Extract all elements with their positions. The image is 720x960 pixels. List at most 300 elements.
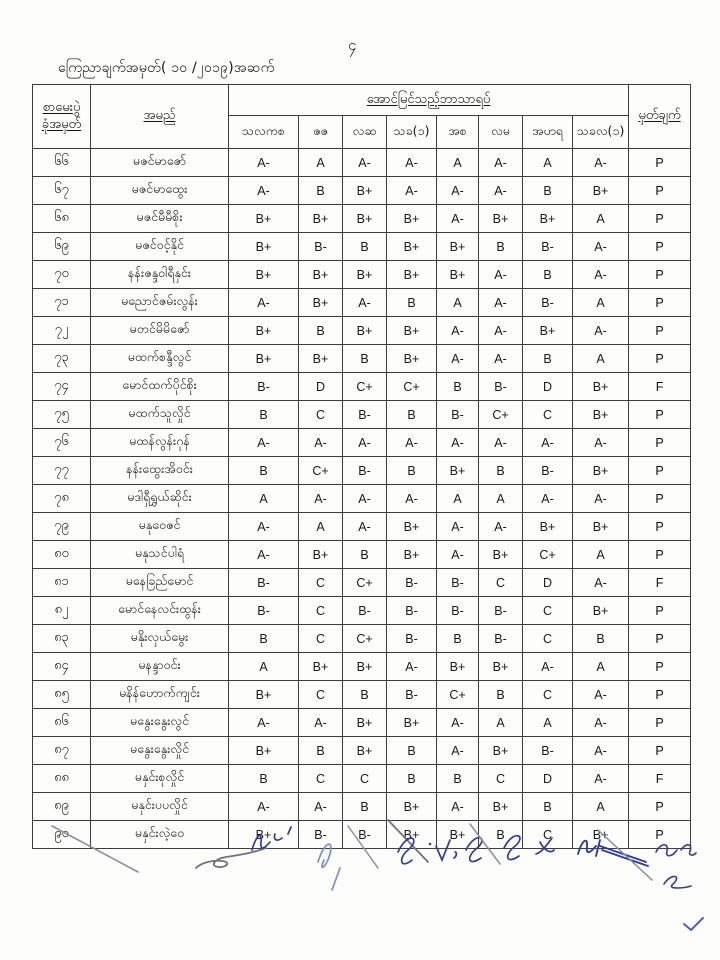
grade-cell: A-	[229, 709, 299, 737]
roll-number-cell: ၈၀	[33, 541, 91, 569]
grade-cell: B-	[437, 569, 479, 597]
remark-cell: P	[629, 653, 691, 681]
subject-code-header-0: သလကစ	[229, 116, 299, 149]
grade-cell: B	[343, 345, 387, 373]
grade-cell: B+	[437, 457, 479, 485]
remark-header: မှတ်ချက်	[629, 85, 691, 149]
grade-cell: C	[299, 765, 343, 793]
roll-number-cell: ၈၉	[33, 793, 91, 821]
student-name-cell: မနေခြည်မောင်	[91, 569, 229, 597]
roll-number-cell: ၇၃	[33, 345, 91, 373]
grade-cell: A-	[479, 289, 523, 317]
grade-cell: A-	[299, 709, 343, 737]
grade-cell: C+	[343, 625, 387, 653]
student-name-cell: မနှင်းပပလှိုင်	[91, 793, 229, 821]
grade-cell: B+	[387, 317, 437, 345]
grade-cell: A-	[573, 233, 629, 261]
grade-cell: A-	[573, 569, 629, 597]
grade-cell: B	[523, 793, 573, 821]
grade-cell: B	[479, 233, 523, 261]
grade-cell: A-	[573, 737, 629, 765]
grade-cell: B	[343, 233, 387, 261]
student-name-cell: မနန္ဒာဝင်း	[91, 653, 229, 681]
table-row	[33, 177, 691, 205]
grade-cell: B-	[387, 625, 437, 653]
remark-cell: F	[629, 373, 691, 401]
grade-cell: B+	[343, 317, 387, 345]
group-header-row	[33, 85, 691, 116]
grade-cell: A-	[523, 485, 573, 513]
subject-code-header-7: သခလ(၁)	[573, 116, 629, 149]
student-name-cell: မနိုးလှယ်မွေး	[91, 625, 229, 653]
table-row	[33, 681, 691, 709]
grade-cell: C	[479, 569, 523, 597]
roll-number-cell: ၇၁	[33, 289, 91, 317]
grade-cell: B-	[229, 597, 299, 625]
student-name-cell: မောင်ထက်ပိုင်စိုး	[91, 373, 229, 401]
name-header: အမည်	[91, 85, 229, 149]
grade-cell: B+	[523, 513, 573, 541]
grade-cell: D	[523, 373, 573, 401]
table-row	[33, 205, 691, 233]
grade-cell: B-	[387, 597, 437, 625]
grade-cell: B+	[229, 737, 299, 765]
grade-cell: D	[523, 569, 573, 597]
grade-cell: B+	[573, 401, 629, 429]
grade-cell: A-	[437, 709, 479, 737]
grade-cell: A-	[573, 149, 629, 177]
grade-cell: B+	[437, 653, 479, 681]
student-name-cell: မဇင်ဝင့်နိုင်	[91, 233, 229, 261]
roll-number-cell: ၆၇	[33, 177, 91, 205]
remark-cell: P	[629, 737, 691, 765]
grade-cell: A	[573, 793, 629, 821]
grade-cell: B+	[229, 821, 299, 849]
grade-cell: B+	[387, 709, 437, 737]
grade-cell: B	[343, 793, 387, 821]
grade-cell: A-	[387, 177, 437, 205]
table-row	[33, 289, 691, 317]
table-row	[33, 625, 691, 653]
grade-cell: C+	[479, 401, 523, 429]
table-row	[33, 233, 691, 261]
grade-cell: A-	[229, 149, 299, 177]
grade-cell: B-	[387, 681, 437, 709]
roll-number-cell: ၇၉	[33, 513, 91, 541]
remark-cell: P	[629, 317, 691, 345]
grade-cell: B+	[343, 205, 387, 233]
grade-cell: B-	[299, 821, 343, 849]
grade-cell: B-	[479, 373, 523, 401]
grade-cell: B-	[523, 289, 573, 317]
grade-cell: B	[299, 177, 343, 205]
grade-cell: A-	[437, 513, 479, 541]
table-row	[33, 737, 691, 765]
table-row	[33, 429, 691, 457]
table-row	[33, 765, 691, 793]
remark-cell: P	[629, 345, 691, 373]
grade-cell: A	[573, 289, 629, 317]
grade-cell: A-	[343, 485, 387, 513]
roll-number-cell: ၆၆	[33, 149, 91, 177]
roll-number-cell: ၇၅	[33, 401, 91, 429]
grade-cell: A-	[437, 429, 479, 457]
grade-cell: A-	[437, 317, 479, 345]
grade-cell: B+	[229, 233, 299, 261]
grade-cell: A-	[343, 149, 387, 177]
grade-cell: A-	[479, 345, 523, 373]
student-name-cell: မတင်မိမိဇော်	[91, 317, 229, 345]
grade-cell: B	[387, 401, 437, 429]
grade-cell: B+	[479, 541, 523, 569]
grade-cell: A	[523, 709, 573, 737]
grade-cell: D	[523, 765, 573, 793]
table-row	[33, 569, 691, 597]
grade-cell: A	[573, 345, 629, 373]
table-row	[33, 373, 691, 401]
grade-cell: A	[299, 513, 343, 541]
roll-number-header	[33, 85, 91, 149]
grade-cell: B-	[229, 569, 299, 597]
announcement-title: ကြေညာချက်အမှတ်( ၁၀ /၂၀၁၉)အဆက်	[58, 60, 275, 76]
remark-cell: F	[629, 765, 691, 793]
grade-cell: B-	[343, 457, 387, 485]
table-row	[33, 261, 691, 289]
student-name-cell: မဒါရှီရွှယ်ဆိုင်း	[91, 485, 229, 513]
grade-cell: B	[437, 625, 479, 653]
remark-cell: P	[629, 681, 691, 709]
roll-number-cell: ၈၆	[33, 709, 91, 737]
student-name-cell: မနိန်ဟောက်ကျင်း	[91, 681, 229, 709]
grade-cell: A-	[229, 289, 299, 317]
remark-cell: P	[629, 149, 691, 177]
grade-cell: A-	[229, 429, 299, 457]
remark-cell: P	[629, 177, 691, 205]
roll-number-cell: ၇၆	[33, 429, 91, 457]
grade-cell: B+	[573, 513, 629, 541]
grade-cell: B+	[343, 653, 387, 681]
grade-cell: B+	[437, 233, 479, 261]
grade-cell: B+	[299, 345, 343, 373]
grade-cell: B	[387, 737, 437, 765]
grade-cell: B+	[573, 373, 629, 401]
grade-cell: A-	[437, 345, 479, 373]
remark-cell: P	[629, 205, 691, 233]
grade-cell: B+	[387, 821, 437, 849]
grade-cell: C	[299, 569, 343, 597]
table-row	[33, 653, 691, 681]
grade-cell: B	[343, 681, 387, 709]
grade-cell: A-	[299, 429, 343, 457]
grade-cell: A	[573, 541, 629, 569]
grade-cell: C	[479, 765, 523, 793]
grade-cell: B+	[229, 681, 299, 709]
grade-cell: B+	[479, 653, 523, 681]
subject-code-header-4: အစ	[437, 116, 479, 149]
roll-number-cell: ၈၈	[33, 765, 91, 793]
subject-code-header-5: လမ	[479, 116, 523, 149]
table-row	[33, 597, 691, 625]
grade-cell: A	[479, 709, 523, 737]
grade-cell: A-	[343, 429, 387, 457]
student-name-cell: မထက်သူလှိုင်	[91, 401, 229, 429]
grade-cell: B+	[387, 513, 437, 541]
grade-cell: B	[229, 401, 299, 429]
table-row	[33, 541, 691, 569]
grade-cell: B	[479, 821, 523, 849]
grade-cell: A-	[479, 149, 523, 177]
roll-number-cell: ၈၅	[33, 681, 91, 709]
grade-cell: B-	[523, 737, 573, 765]
grade-cell: A-	[343, 513, 387, 541]
grade-cell: C	[523, 625, 573, 653]
roll-number-cell: ၈၂	[33, 597, 91, 625]
student-name-cell: မဇင်မီမီစိုး	[91, 205, 229, 233]
grade-cell: B+	[387, 345, 437, 373]
remark-cell: P	[629, 709, 691, 737]
grade-cell: A-	[479, 261, 523, 289]
grade-cell: B	[387, 289, 437, 317]
grade-cell: B	[437, 373, 479, 401]
grade-cell: B-	[343, 597, 387, 625]
table-row	[33, 793, 691, 821]
grade-cell: A-	[479, 429, 523, 457]
grade-cell: B+	[299, 205, 343, 233]
grade-cell: C+	[523, 541, 573, 569]
grade-cell: B-	[387, 569, 437, 597]
grade-cell: A-	[479, 317, 523, 345]
subject-code-header-1: ဇဇ	[299, 116, 343, 149]
grade-cell: A-	[437, 177, 479, 205]
grade-cell: A	[523, 149, 573, 177]
grade-cell: A	[229, 653, 299, 681]
grade-cell: B+	[573, 177, 629, 205]
grade-cell: A-	[387, 653, 437, 681]
grade-cell: A-	[437, 205, 479, 233]
student-name-cell: မနှင်းလဲ့ဝေ	[91, 821, 229, 849]
subject-code-header-3: သခ(၁)	[387, 116, 437, 149]
grade-cell: B+	[343, 737, 387, 765]
grade-cell: B-	[299, 233, 343, 261]
grade-cell: C	[299, 681, 343, 709]
roll-number-cell: ၆၈	[33, 205, 91, 233]
grade-cell: A-	[573, 317, 629, 345]
student-name-cell: မဇင်မာထွေး	[91, 177, 229, 205]
remark-cell: P	[629, 625, 691, 653]
roll-number-cell: ၇၄	[33, 373, 91, 401]
grade-cell: C	[299, 597, 343, 625]
grade-cell: B+	[573, 597, 629, 625]
remark-cell: P	[629, 289, 691, 317]
table-row	[33, 457, 691, 485]
remark-cell: P	[629, 401, 691, 429]
remark-cell: P	[629, 513, 691, 541]
grade-cell: B+	[387, 793, 437, 821]
table-row	[33, 709, 691, 737]
grade-cell: A	[573, 653, 629, 681]
grade-cell: A-	[299, 485, 343, 513]
student-name-cell: မထန်လွန်းဂုန်	[91, 429, 229, 457]
student-name-cell: မနွေးနွေးလွင်	[91, 709, 229, 737]
grade-cell: A-	[479, 177, 523, 205]
light-blue-initials	[318, 844, 340, 890]
student-name-cell: မောင်နေလင်းထွန်း	[91, 597, 229, 625]
student-name-cell: မနုသင်ပါရံ	[91, 541, 229, 569]
roll-number-cell: ၇၇	[33, 457, 91, 485]
roll-number-cell: ၈၁	[33, 569, 91, 597]
grade-cell: A	[437, 149, 479, 177]
grade-cell: B-	[343, 821, 387, 849]
grade-cell: B-	[523, 233, 573, 261]
roll-number-cell: ၈၄	[33, 653, 91, 681]
grade-cell: C+	[343, 569, 387, 597]
grade-cell: C	[299, 401, 343, 429]
grade-cell: B+	[343, 261, 387, 289]
grade-cell: B+	[387, 261, 437, 289]
grade-cell: B+	[229, 317, 299, 345]
grade-cell: B	[479, 681, 523, 709]
grade-cell: A-	[573, 261, 629, 289]
grade-cell: B	[343, 541, 387, 569]
table-row	[33, 149, 691, 177]
grade-cell: B+	[299, 541, 343, 569]
grade-cell: B	[229, 765, 299, 793]
table-row	[33, 345, 691, 373]
grade-cell: A-	[573, 429, 629, 457]
grade-cell: C+	[437, 681, 479, 709]
grade-cell: A-	[437, 541, 479, 569]
grade-cell: B-	[523, 457, 573, 485]
remark-cell: P	[629, 261, 691, 289]
grade-cell: B-	[229, 373, 299, 401]
grade-cell: C+	[343, 373, 387, 401]
grade-cell: B+	[437, 821, 479, 849]
grade-cell: B+	[343, 709, 387, 737]
table-row	[33, 513, 691, 541]
grade-cell: B+	[437, 261, 479, 289]
grade-cell: B	[229, 625, 299, 653]
grade-cell: C	[343, 765, 387, 793]
remark-cell: P	[629, 485, 691, 513]
grade-cell: B	[523, 345, 573, 373]
results-header	[33, 85, 691, 149]
table-row	[33, 317, 691, 345]
grade-cell: C	[299, 625, 343, 653]
grade-cell: A-	[573, 681, 629, 709]
grade-cell: C	[523, 821, 573, 849]
grade-cell: B+	[479, 737, 523, 765]
grade-cell: B+	[387, 541, 437, 569]
grade-cell: B	[299, 737, 343, 765]
grade-cell: B	[479, 457, 523, 485]
grade-cell: B	[437, 765, 479, 793]
grade-cell: B+	[573, 457, 629, 485]
remark-cell: P	[629, 821, 691, 849]
grade-cell: B	[573, 625, 629, 653]
grade-cell: C+	[299, 457, 343, 485]
table-row	[33, 485, 691, 513]
grade-cell: B	[387, 457, 437, 485]
remark-cell: F	[629, 569, 691, 597]
table-row	[33, 401, 691, 429]
student-name-cell: မနုဝေဇင်	[91, 513, 229, 541]
results-tbody	[33, 149, 691, 849]
remark-cell: P	[629, 541, 691, 569]
roll-number-cell: ၇၈	[33, 485, 91, 513]
grade-cell: A	[229, 485, 299, 513]
grade-cell: B+	[523, 317, 573, 345]
grade-cell: B+	[229, 205, 299, 233]
grade-cell: A-	[387, 149, 437, 177]
grade-cell: A-	[437, 793, 479, 821]
grade-cell: A	[437, 289, 479, 317]
roll-header-line1: စာမေးပွဲ	[42, 100, 81, 116]
roll-number-cell: ၇၀	[33, 261, 91, 289]
grade-cell: B	[229, 457, 299, 485]
grade-cell: D	[299, 373, 343, 401]
student-name-cell: နန်းဇန္ဒဝါရီနှင်း	[91, 261, 229, 289]
student-name-cell: မညောင်ဇမ်းလွန်း	[91, 289, 229, 317]
student-name-cell: နန်းထွေးအိဝင်း	[91, 457, 229, 485]
page-number: ၄	[348, 36, 357, 54]
grade-cell: B	[387, 765, 437, 793]
grade-cell: B+	[523, 205, 573, 233]
grade-cell: A	[479, 485, 523, 513]
grade-cell: A-	[299, 793, 343, 821]
table-row	[33, 821, 691, 849]
grade-cell: A-	[343, 289, 387, 317]
blue-check-mark	[684, 918, 703, 930]
grade-cell: A-	[573, 709, 629, 737]
grade-cell: B	[523, 177, 573, 205]
student-name-cell: မနှင်းစုလှိုင်	[91, 765, 229, 793]
remark-cell: P	[629, 457, 691, 485]
roll-header-line2: ခုံအမှတ်	[41, 116, 82, 132]
grade-cell: B+	[229, 261, 299, 289]
grade-cell: B+	[387, 233, 437, 261]
remark-cell: P	[629, 233, 691, 261]
grade-cell: C	[523, 681, 573, 709]
remark-cell: P	[629, 429, 691, 457]
grade-cell: A-	[229, 541, 299, 569]
grade-cell: B+	[387, 205, 437, 233]
grade-cell: A-	[573, 765, 629, 793]
grade-cell: A	[437, 485, 479, 513]
grade-cell: A-	[437, 737, 479, 765]
grade-cell: A-	[229, 177, 299, 205]
grade-cell: B+	[299, 261, 343, 289]
grade-cell: A-	[573, 485, 629, 513]
grade-cell: B	[523, 261, 573, 289]
grade-cell: B+	[299, 289, 343, 317]
grade-cell: B	[299, 317, 343, 345]
student-name-cell: မဇင်မာဇော်	[91, 149, 229, 177]
grade-cell: B-	[437, 401, 479, 429]
grade-cell: C	[523, 401, 573, 429]
grade-cell: A-	[523, 653, 573, 681]
subjects-group-header: အောင်မြင်သည့်ဘာသာရပ်	[229, 85, 629, 116]
grade-cell: B+	[479, 793, 523, 821]
results-table	[32, 84, 691, 849]
grade-cell: A-	[387, 485, 437, 513]
remark-cell: P	[629, 597, 691, 625]
grade-cell: A-	[479, 513, 523, 541]
subject-code-header-6: အဟရ	[523, 116, 573, 149]
grade-cell: C+	[387, 373, 437, 401]
roll-number-cell: ၈၇	[33, 737, 91, 765]
blue-scribble-right	[656, 845, 696, 888]
student-name-cell: မနွေးနွေးလှိုင်	[91, 737, 229, 765]
